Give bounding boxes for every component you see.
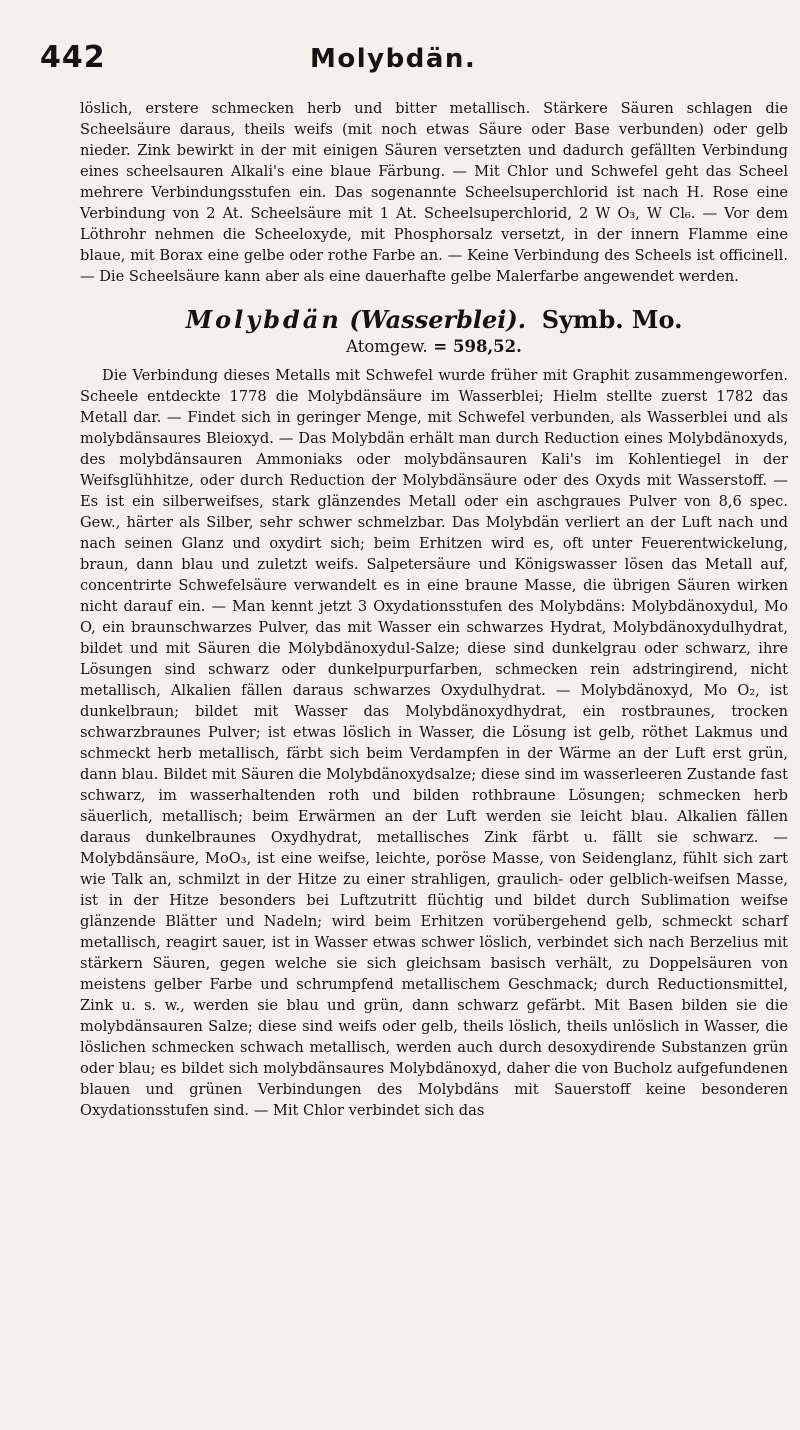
section-alt-name: (Wasserblei). bbox=[349, 305, 527, 334]
section-heading bbox=[80, 305, 788, 335]
atom-weight bbox=[80, 335, 788, 359]
page-header bbox=[40, 40, 760, 90]
paragraph-scheel-continued: löslich, erstere schmecken herb und bitter metallisch. Stärkere Säuren schlagen die Scheelsäure daraus, theils weifs (mit noch etwas Säure oder Base verbunden) oder gelb nieder. Zink bewirkt in der mit einigen Säuren versetzten und dadurch gefällten Verbindung eines scheelsauren Alkali's eine blaue Färbung. — Mit Chlor und Schwefel geht das Scheel mehrere Verbindungsstufen ein. Das sogenannte Scheelsuperchlorid ist nach H. Rose eine Verbindung von 2 At. Scheelsäure mit 1 At. Scheelsuperchlorid, 2 W O₃, W Cl₆. — Vor dem Löthrohr nehmen die Scheeloxyde, mit Phosphorsalz versetzt, in der innern Flamme eine blaue, mit Borax eine gelbe oder rothe Farbe an. — Keine Verbindung des Scheels ist officinell. — Die Scheelsäure kann aber als eine dauerhafte gelbe Malerfarbe angewendet werden. bbox=[80, 100, 788, 285]
atom-weight-label: Atomgew. bbox=[346, 337, 428, 356]
running-head: Molybdän. bbox=[310, 44, 477, 74]
section-title: Molybdän bbox=[185, 305, 342, 334]
atom-weight-value: = 598,52. bbox=[433, 337, 522, 356]
page-number: 442 bbox=[40, 40, 106, 75]
paragraph-molybdaen: Die Verbindung dieses Metalls mit Schwefel wurde früher mit Graphit zusammengeworfen. Scheele entdeckte 1778 die Molybdänsäure im Wasserblei; Hielm stellte zuerst 1782 das Metall dar. — Findet sich in geringer Menge, mit Schwefel verbunden, als Wasserblei und als molybdänsaures Bleioxyd. — Das Molybdän erhält man durch Reduction eines Molybdänoxyds, des molybdänsauren Ammoniaks oder molybdänsauren Kali's im Kohlentiegel in der Weifsglühhitze, oder durch Reduction der Molybdänsäure oder des Oxyds mit Wasserstoff. — Es ist ein silberweifses, stark glänzendes Metall oder ein aschgraues Pulver von 8,6 spec. Gew., härter als Silber, sehr schwer schmelzbar. Das Molybdän verliert an der Luft nach und nach seinen Glanz und oxydirt sich; beim Erhitzen wird es, oft unter Feuerentwickelung, braun, dann blau und zuletzt weifs. Salpetersäure und Königswasser lösen das Metall auf, concentrirte Schwefelsäure verwandelt es in eine braune Masse, die übrigen Säuren wirken nicht darauf ein. — Man kennt jetzt 3 Oxydationsstufen des Molybdäns: Molybdänoxydul, Mo O, ein braunschwarzes Pulver, das mit Wasser ein schwarzes Hydrat, Molybdänoxydulhydrat, bildet und mit Säuren die Molybdänoxydul-Salze; diese sind dunkelgrau oder schwarz, ihre Lösungen sind schwarz oder dunkelpurpurfarben, schmecken rein adstringirend, nicht metallisch, Alkalien fällen daraus schwarzes Oxydulhydrat. — Molybdänoxyd, Mo O₂, ist dunkelbraun; bildet mit Wasser das Molybdänoxydhydrat, ein rostbraunes, trocken schwarzbraunes Pulver; ist etwas löslich in Wasser, die Lösung ist gelb, röthet Lakmus und schmeckt herb metallisch, färbt sich beim Verdampfen in der Wärme an der Luft erst grün, dann blau. Bildet mit Säuren die Molybdänoxydsalze; diese sind im wasserleeren Zustande fast schwarz, im wasserhaltenden roth und bilden rothbraune Lösungen; schmecken herb säuerlich, metallisch; beim Erwärmen an der Luft werden sie leicht blau. Alkalien fällen daraus dunkelbraunes Oxydhydrat, metallisches Zink färbt u. fällt sie schwarz. — Molybdänsäure, MoO₃, ist eine weifse, leichte, poröse Masse, von Seidenglanz, fühlt sich zart wie Talk an, schmilzt in der Hitze zu einer strahligen, graulich- oder gelblich-weifsen Masse, ist in der Hitze besonders bei Luftzutritt flüchtig und bildet durch Sublimation weifse glänzende Blätter und Nadeln; wird beim Erhitzen vorübergehend gelb, schmeckt scharf metallisch, reagirt sauer, ist in Wasser etwas schwer löslich, verbindet sich nach Berzelius mit stärkern Säuren, gegen welche sie sich gleichsam basisch verhält, zu Doppelsäuren von meistens gelber Farbe und schrumpfend metallischem Geschmack; durch Reductionsmittel, Zink u. s. w., werden sie blau und grün, dann schwarz gefärbt. Mit Basen bilden sie die molybdänsauren Salze; diese sind weifs oder gelb, theils löslich, theils unlöslich in Wasser, die löslichen schmecken schwach metallisch, werden auch durch desoxydirende Substanzen grün oder blau; es bildet sich molybdänsaures Molybdänoxyd, daher die von Bucholz aufgefundenen blauen und grünen Verbindungen des Molybdäns mit Sauerstoff keine besonderen Oxydationsstufen sind. — Mit Chlor verbindet sich das bbox=[80, 367, 788, 1119]
section-symbol: Symb. Mo. bbox=[541, 305, 683, 334]
page-body bbox=[80, 98, 788, 1121]
